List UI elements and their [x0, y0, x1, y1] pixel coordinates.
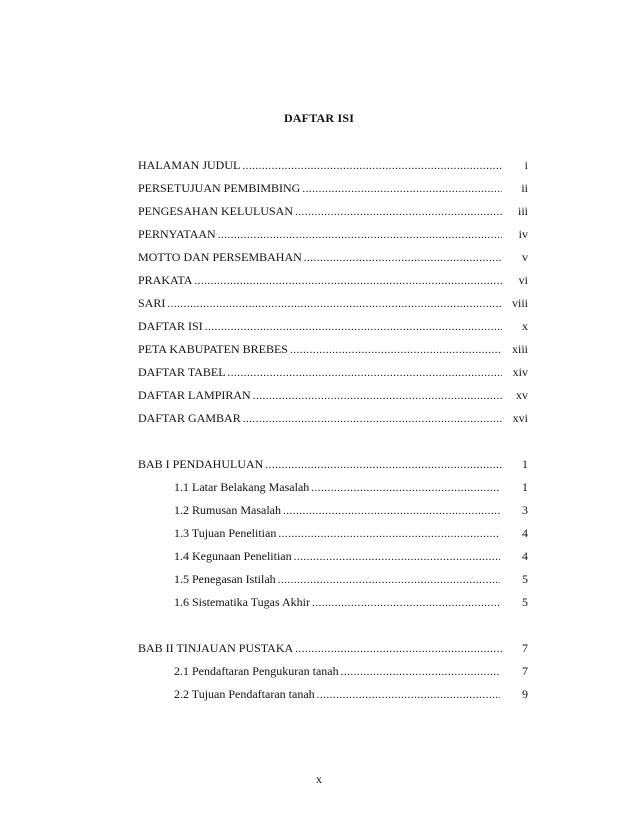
toc-entry-page: 7	[522, 664, 528, 678]
toc-entry	[138, 226, 528, 242]
toc-section-entry	[174, 548, 528, 564]
dot-leader	[265, 457, 502, 473]
toc-entry-page: xiii	[511, 342, 528, 356]
toc-entry	[138, 341, 528, 357]
dot-leader	[341, 664, 500, 680]
toc-entry	[138, 203, 528, 219]
toc-entry	[138, 318, 528, 334]
toc-entry-label: 2.2 Tujuan Pendaftaran tanah	[174, 687, 315, 701]
toc-entry-label: 1.6 Sistematika Tugas Akhir	[174, 595, 311, 609]
toc-entry-label: SARI	[138, 296, 166, 310]
page-number-footer: x	[316, 772, 322, 786]
toc-entry-page: xvi	[512, 411, 528, 425]
toc-section-entry	[174, 525, 528, 541]
toc-entry-page: 4	[522, 549, 528, 563]
toc-chapter-entry	[138, 456, 528, 472]
toc-entry	[138, 249, 528, 265]
toc-entry-page: 1	[522, 457, 528, 471]
toc-entry-label: PERNYATAAN	[138, 227, 216, 241]
toc-entry-page: iv	[518, 227, 528, 241]
toc-section-entry	[174, 502, 528, 518]
toc-entry-label: 1.2 Rumusan Masalah	[174, 503, 281, 517]
toc-entry-label: 1.1 Latar Belakang Masalah	[174, 480, 310, 494]
toc-entry-page: iii	[517, 204, 528, 218]
toc-entry-page: v	[522, 250, 528, 264]
dot-leader	[294, 549, 500, 565]
dot-leader	[295, 204, 502, 220]
toc-entry-page: xiv	[512, 365, 528, 379]
toc-chapter-entry	[138, 640, 528, 656]
dot-leader	[290, 342, 502, 358]
toc-section-entry	[174, 571, 528, 587]
toc-entry-label: PERSETUJUAN PEMBIMBING	[138, 181, 301, 195]
toc-entry-label: DAFTAR ISI	[138, 319, 203, 333]
dot-leader	[278, 572, 500, 588]
toc-entry	[138, 157, 528, 173]
toc-entry-page: 1	[522, 480, 528, 494]
toc-entry	[138, 410, 528, 426]
toc-entry	[138, 272, 528, 288]
toc-entry-page: 5	[522, 595, 528, 609]
dot-leader	[218, 227, 502, 243]
page-title: DAFTAR ISI	[283, 111, 355, 125]
dot-leader	[194, 273, 502, 289]
toc-entry-label: MOTTO DAN PERSEMBAHAN	[138, 250, 302, 264]
toc-entry-page: viii	[511, 296, 528, 310]
toc-entry-label: BAB I PENDAHULUAN	[138, 457, 264, 471]
toc-entry	[138, 180, 528, 196]
dot-leader	[302, 181, 502, 197]
dot-leader	[295, 641, 502, 657]
dot-leader	[311, 480, 500, 496]
toc-entry-page: 9	[522, 687, 528, 701]
toc-entry-label: DAFTAR TABEL	[138, 365, 226, 379]
toc-entry	[138, 364, 528, 380]
toc-entry-label: BAB II TINJAUAN PUSTAKA	[138, 641, 294, 655]
dot-leader	[278, 526, 500, 542]
toc-entry-label: PENGESAHAN KELULUSAN	[138, 204, 293, 218]
toc-entry	[138, 387, 528, 403]
toc-entry-label: 2.1 Pendaftaran Pengukuran tanah	[174, 664, 339, 678]
toc-section-entry	[174, 686, 528, 702]
toc-entry-label: PETA KABUPATEN BREBES	[138, 342, 288, 356]
toc-entry-label: 1.4 Kegunaan Penelitian	[174, 549, 292, 563]
toc-entry-page: x	[522, 319, 528, 333]
toc-section-entry	[174, 594, 528, 610]
toc-entry-label: DAFTAR GAMBAR	[138, 411, 241, 425]
dot-leader	[228, 365, 502, 381]
toc-entry-label: DAFTAR LAMPIRAN	[138, 388, 251, 402]
toc-entry-page: vi	[518, 273, 528, 287]
toc-entry-page: i	[524, 158, 528, 172]
dot-leader	[242, 158, 502, 174]
dot-leader	[283, 503, 500, 519]
toc-entry-label: HALAMAN JUDUL	[138, 158, 241, 172]
dot-leader	[167, 296, 502, 312]
toc-entry-page: 5	[522, 572, 528, 586]
toc-entry-label: 1.5 Penegasan Istilah	[174, 572, 276, 586]
toc-section-entry	[174, 663, 528, 679]
toc-entry-page: ii	[521, 181, 528, 195]
toc-entry-page: xv	[516, 388, 528, 402]
toc-entry-label: 1.3 Tujuan Penelitian	[174, 526, 277, 540]
toc-entry-page: 3	[522, 503, 528, 517]
toc-section-entry	[174, 479, 528, 495]
toc-entry-label: PRAKATA	[138, 273, 193, 287]
dot-leader	[205, 319, 502, 335]
dot-leader	[317, 687, 500, 703]
dot-leader	[312, 595, 500, 611]
dot-leader	[253, 388, 502, 404]
toc-entry-page: 4	[522, 526, 528, 540]
dot-leader	[243, 411, 502, 427]
dot-leader	[304, 250, 502, 266]
toc-entry	[138, 295, 528, 311]
toc-entry-page: 7	[522, 641, 528, 655]
